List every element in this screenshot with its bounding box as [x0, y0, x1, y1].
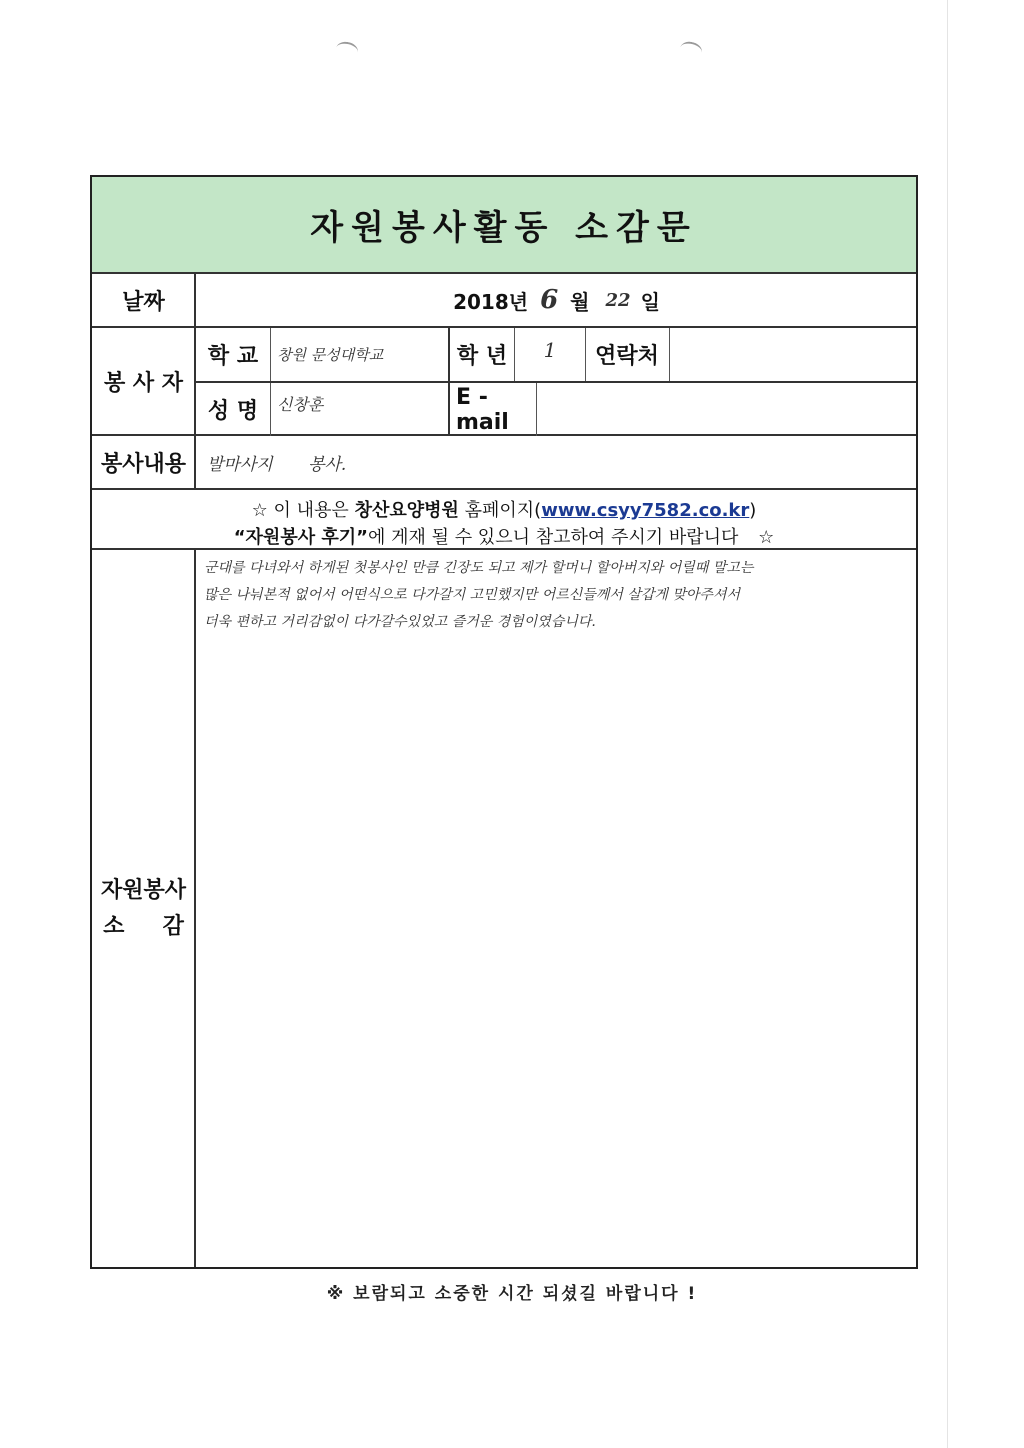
- notice-suffix: 에 게재 될 수 있으니 참고하여 주시기 바랍니다: [367, 527, 739, 548]
- punch-hole-right: [678, 40, 703, 61]
- school-label: 학 교: [207, 344, 259, 369]
- contact-value: [670, 328, 916, 381]
- date-day-value: 22: [605, 289, 631, 311]
- notice-close-paren: ): [749, 500, 757, 521]
- content-row: [92, 436, 916, 490]
- impression-label-line2: 소 감: [103, 913, 184, 939]
- impression-line: 군대를 다녀와서 하게된 첫봉사인 만큼 긴장도 되고 제가 할머니 할아버지와 어릴때 말고는: [204, 560, 754, 576]
- impression-line: 많은 나눠본적 없어서 어떤식으로 다가갈지 고민했지만 어르신들께서 살갑게 맞아주셔서: [204, 587, 740, 603]
- impression-label: [92, 550, 195, 1267]
- date-label: 날짜: [122, 289, 165, 315]
- impression-text: [204, 555, 904, 636]
- grade-value: 1: [543, 338, 557, 362]
- page-edge: [947, 0, 948, 1448]
- notice-homepage: 홈페이지(: [464, 500, 542, 521]
- impression-line: 더욱 편하고 거리감없이 다가갈수있었고 즐거운 경험이였습니다.: [204, 614, 596, 630]
- school-value: 창원 문성대학교: [277, 346, 384, 364]
- volunteer-label: 봉 사 자: [103, 370, 184, 396]
- impression-row: [92, 550, 916, 1267]
- title-row: [92, 177, 916, 274]
- date-month-unit: 월: [570, 289, 590, 314]
- punch-hole-left: [335, 40, 360, 60]
- email-value: [537, 383, 916, 436]
- volunteer-form: [90, 175, 918, 1269]
- content-label: 봉사내용: [100, 451, 186, 477]
- notice-line-2: [92, 523, 916, 549]
- footer-message: ※ 보람되고 소중한 시간 되셨길 바랍니다 !: [326, 1284, 698, 1304]
- star-right-icon: ☆: [758, 527, 775, 548]
- notice-row: [92, 490, 916, 550]
- homepage-link[interactable]: www.csyy7582.co.kr: [541, 500, 750, 521]
- name-label: 성 명: [207, 399, 259, 424]
- date-day-unit: 일: [640, 289, 660, 314]
- date-row: [92, 274, 916, 328]
- notice-prefix: 이 내용은: [273, 500, 349, 521]
- contact-label: 연락처: [595, 344, 659, 369]
- grade-label: 학 년: [456, 344, 508, 369]
- impression-label-line1: 자원봉사: [100, 877, 186, 903]
- star-left-icon: ☆: [251, 500, 268, 521]
- notice-line-1: [92, 496, 916, 522]
- date-value: [197, 274, 916, 326]
- form-title: 자원봉사활동 소감문: [310, 208, 698, 248]
- name-value: 신창훈: [277, 394, 324, 414]
- notice-hospital: 창산요양병원: [354, 500, 459, 521]
- date-month-value: 6: [540, 285, 559, 315]
- volunteer-row: [92, 328, 916, 436]
- email-label: E -mail: [456, 384, 509, 435]
- content-value: 발마사지 봉사.: [207, 454, 347, 475]
- notice-quote: “자원봉사 후기”: [233, 527, 368, 548]
- date-year: 2018년: [453, 289, 529, 314]
